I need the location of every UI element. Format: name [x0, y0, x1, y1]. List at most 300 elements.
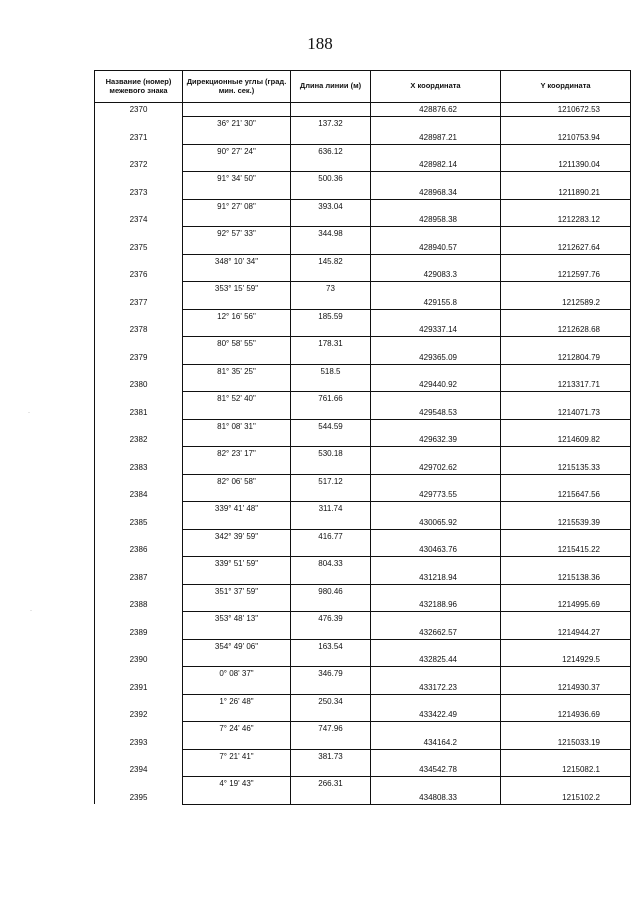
empty-cell — [501, 639, 631, 653]
empty-cell — [371, 612, 501, 626]
empty-cell — [183, 241, 291, 255]
y-coordinate: 1212597.76 — [501, 268, 631, 282]
empty-cell — [95, 749, 183, 763]
point-name: 2390 — [95, 653, 183, 667]
empty-cell — [371, 117, 501, 131]
point-name: 2373 — [95, 186, 183, 200]
header-y: Y координата — [501, 71, 631, 103]
empty-cell — [183, 626, 291, 640]
empty-cell — [371, 447, 501, 461]
empty-cell — [291, 268, 371, 282]
point-name: 2388 — [95, 598, 183, 612]
table-header-row — [95, 71, 631, 103]
table-row — [95, 639, 631, 653]
table-row — [95, 254, 631, 268]
table-row — [95, 543, 631, 557]
line-length: 500.36 — [291, 172, 371, 186]
empty-cell — [291, 488, 371, 502]
table-row — [95, 186, 631, 200]
x-coordinate: 434164.2 — [371, 736, 501, 750]
empty-cell — [501, 474, 631, 488]
table-row — [95, 378, 631, 392]
empty-cell — [291, 736, 371, 750]
table-row — [95, 131, 631, 145]
empty-cell — [501, 117, 631, 131]
direction-angle: 82° 23' 17" — [183, 447, 291, 461]
empty-cell — [183, 103, 291, 117]
empty-cell — [183, 488, 291, 502]
table-row — [95, 241, 631, 255]
empty-cell — [371, 337, 501, 351]
line-length: 636.12 — [291, 144, 371, 158]
direction-angle: 91° 34' 50" — [183, 172, 291, 186]
empty-cell — [291, 296, 371, 310]
direction-angle: 7° 21' 41" — [183, 749, 291, 763]
empty-cell — [291, 461, 371, 475]
empty-cell — [291, 323, 371, 337]
empty-cell — [95, 392, 183, 406]
table-body — [95, 103, 631, 805]
x-coordinate: 432825.44 — [371, 653, 501, 667]
y-coordinate: 1215082.1 — [501, 763, 631, 777]
table-row — [95, 406, 631, 420]
empty-cell — [291, 378, 371, 392]
point-name: 2384 — [95, 488, 183, 502]
empty-cell — [95, 419, 183, 433]
empty-cell — [183, 323, 291, 337]
empty-cell — [291, 681, 371, 695]
point-name: 2375 — [95, 241, 183, 255]
empty-cell — [501, 557, 631, 571]
y-coordinate: 1212628.68 — [501, 323, 631, 337]
line-length: 250.34 — [291, 694, 371, 708]
empty-cell — [183, 131, 291, 145]
empty-cell — [95, 117, 183, 131]
y-coordinate: 1215647.56 — [501, 488, 631, 502]
empty-cell — [291, 213, 371, 227]
line-length: 381.73 — [291, 749, 371, 763]
table-row — [95, 681, 631, 695]
point-name: 2374 — [95, 213, 183, 227]
empty-cell — [371, 309, 501, 323]
empty-cell — [95, 172, 183, 186]
empty-cell — [371, 639, 501, 653]
table-row — [95, 199, 631, 213]
point-name: 2387 — [95, 571, 183, 585]
empty-cell — [501, 667, 631, 681]
empty-cell — [501, 172, 631, 186]
x-coordinate: 429632.39 — [371, 433, 501, 447]
empty-cell — [183, 708, 291, 722]
empty-cell — [371, 557, 501, 571]
direction-angle: 12° 16' 56" — [183, 309, 291, 323]
margin-mark: · — [30, 608, 32, 614]
y-coordinate: 1212804.79 — [501, 351, 631, 365]
table-row — [95, 777, 631, 791]
direction-angle: 353° 48' 13" — [183, 612, 291, 626]
x-coordinate: 431218.94 — [371, 571, 501, 585]
line-length: 517.12 — [291, 474, 371, 488]
table-row — [95, 626, 631, 640]
x-coordinate: 429702.62 — [371, 461, 501, 475]
point-name: 2380 — [95, 378, 183, 392]
empty-cell — [95, 144, 183, 158]
empty-cell — [501, 364, 631, 378]
line-length: 311.74 — [291, 502, 371, 516]
table-row — [95, 144, 631, 158]
x-coordinate: 429155.8 — [371, 296, 501, 310]
y-coordinate: 1215138.36 — [501, 571, 631, 585]
empty-cell — [501, 584, 631, 598]
x-coordinate: 433422.49 — [371, 708, 501, 722]
table-row — [95, 571, 631, 585]
x-coordinate: 432188.96 — [371, 598, 501, 612]
table-row — [95, 268, 631, 282]
point-name: 2382 — [95, 433, 183, 447]
direction-angle: 81° 52' 40" — [183, 392, 291, 406]
empty-cell — [291, 791, 371, 805]
x-coordinate: 428987.21 — [371, 131, 501, 145]
point-name: 2385 — [95, 516, 183, 530]
direction-angle: 339° 51' 59" — [183, 557, 291, 571]
x-coordinate: 432662.57 — [371, 626, 501, 640]
table-row — [95, 708, 631, 722]
empty-cell — [95, 557, 183, 571]
point-name: 2389 — [95, 626, 183, 640]
empty-cell — [95, 667, 183, 681]
empty-cell — [183, 791, 291, 805]
table-row — [95, 461, 631, 475]
y-coordinate: 1212589.2 — [501, 296, 631, 310]
table-row — [95, 433, 631, 447]
empty-cell — [501, 612, 631, 626]
empty-cell — [371, 282, 501, 296]
empty-cell — [183, 406, 291, 420]
table-row — [95, 419, 631, 433]
line-length: 761.66 — [291, 392, 371, 406]
empty-cell — [183, 296, 291, 310]
empty-cell — [183, 543, 291, 557]
table-row — [95, 612, 631, 626]
direction-angle: 81° 35' 25" — [183, 364, 291, 378]
table-row — [95, 763, 631, 777]
empty-cell — [183, 268, 291, 282]
empty-cell — [501, 254, 631, 268]
empty-cell — [371, 199, 501, 213]
y-coordinate: 1215033.19 — [501, 736, 631, 750]
empty-cell — [371, 364, 501, 378]
x-coordinate: 429083.3 — [371, 268, 501, 282]
empty-cell — [291, 571, 371, 585]
empty-cell — [501, 337, 631, 351]
line-length: 530.18 — [291, 447, 371, 461]
line-length: 544.59 — [291, 419, 371, 433]
empty-cell — [501, 282, 631, 296]
empty-cell — [95, 337, 183, 351]
empty-cell — [371, 722, 501, 736]
point-name: 2379 — [95, 351, 183, 365]
empty-cell — [95, 447, 183, 461]
empty-cell — [371, 584, 501, 598]
empty-cell — [501, 529, 631, 543]
point-name: 2393 — [95, 736, 183, 750]
y-coordinate: 1213317.71 — [501, 378, 631, 392]
line-length: 980.46 — [291, 584, 371, 598]
table-row — [95, 474, 631, 488]
x-coordinate: 430065.92 — [371, 516, 501, 530]
line-length: 804.33 — [291, 557, 371, 571]
empty-cell — [183, 763, 291, 777]
empty-cell — [95, 474, 183, 488]
empty-cell — [501, 502, 631, 516]
empty-cell — [95, 254, 183, 268]
y-coordinate: 1214929.5 — [501, 653, 631, 667]
point-name: 2372 — [95, 158, 183, 172]
empty-cell — [183, 598, 291, 612]
table-row — [95, 736, 631, 750]
empty-cell — [291, 158, 371, 172]
point-name: 2383 — [95, 461, 183, 475]
y-coordinate: 1214995.69 — [501, 598, 631, 612]
table-row — [95, 364, 631, 378]
empty-cell — [291, 241, 371, 255]
line-length: 346.79 — [291, 667, 371, 681]
empty-cell — [371, 227, 501, 241]
direction-angle: 4° 19' 43" — [183, 777, 291, 791]
empty-cell — [501, 199, 631, 213]
empty-cell — [291, 653, 371, 667]
line-length: 518.5 — [291, 364, 371, 378]
coordinates-table — [94, 70, 631, 805]
y-coordinate: 1214930.37 — [501, 681, 631, 695]
empty-cell — [95, 694, 183, 708]
table-row — [95, 172, 631, 186]
empty-cell — [371, 254, 501, 268]
direction-angle: 90° 27' 24" — [183, 144, 291, 158]
point-name: 2381 — [95, 406, 183, 420]
empty-cell — [183, 158, 291, 172]
table-row — [95, 282, 631, 296]
table-row — [95, 309, 631, 323]
y-coordinate: 1210753.94 — [501, 131, 631, 145]
table-row — [95, 488, 631, 502]
table-row — [95, 323, 631, 337]
empty-cell — [291, 103, 371, 117]
y-coordinate: 1215539.39 — [501, 516, 631, 530]
y-coordinate: 1214936.69 — [501, 708, 631, 722]
y-coordinate: 1212627.64 — [501, 241, 631, 255]
empty-cell — [183, 378, 291, 392]
empty-cell — [501, 447, 631, 461]
empty-cell — [291, 626, 371, 640]
direction-angle: 353° 15' 59" — [183, 282, 291, 296]
table-row — [95, 598, 631, 612]
empty-cell — [371, 419, 501, 433]
table-row — [95, 213, 631, 227]
point-name: 2395 — [95, 791, 183, 805]
empty-cell — [371, 502, 501, 516]
table-row — [95, 351, 631, 365]
empty-cell — [291, 763, 371, 777]
point-name: 2370 — [95, 103, 183, 117]
y-coordinate: 1210672.53 — [501, 103, 631, 117]
direction-angle: 348° 10' 34" — [183, 254, 291, 268]
empty-cell — [291, 598, 371, 612]
empty-cell — [95, 364, 183, 378]
empty-cell — [371, 144, 501, 158]
empty-cell — [501, 144, 631, 158]
direction-angle: 354° 49' 06" — [183, 639, 291, 653]
x-coordinate: 429337.14 — [371, 323, 501, 337]
empty-cell — [291, 543, 371, 557]
table-row — [95, 694, 631, 708]
empty-cell — [501, 309, 631, 323]
empty-cell — [183, 433, 291, 447]
empty-cell — [183, 186, 291, 200]
empty-cell — [95, 584, 183, 598]
direction-angle: 351° 37' 59" — [183, 584, 291, 598]
point-name: 2394 — [95, 763, 183, 777]
empty-cell — [291, 351, 371, 365]
header-length: Длина линии (м) — [291, 71, 371, 103]
x-coordinate: 428876.62 — [371, 103, 501, 117]
x-coordinate: 429548.53 — [371, 406, 501, 420]
line-length: 266.31 — [291, 777, 371, 791]
point-name: 2391 — [95, 681, 183, 695]
direction-angle: 7° 24' 46" — [183, 722, 291, 736]
page-number: 188 — [307, 34, 333, 53]
x-coordinate: 428940.57 — [371, 241, 501, 255]
x-coordinate: 434542.78 — [371, 763, 501, 777]
direction-angle: 342° 39' 59" — [183, 529, 291, 543]
table-row — [95, 117, 631, 131]
empty-cell — [291, 433, 371, 447]
y-coordinate: 1215102.2 — [501, 791, 631, 805]
empty-cell — [95, 722, 183, 736]
table-row — [95, 296, 631, 310]
direction-angle: 1° 26' 48" — [183, 694, 291, 708]
y-coordinate: 1215415.22 — [501, 543, 631, 557]
table-row — [95, 502, 631, 516]
empty-cell — [371, 694, 501, 708]
x-coordinate: 434808.33 — [371, 791, 501, 805]
empty-cell — [95, 227, 183, 241]
direction-angle: 82° 06' 58" — [183, 474, 291, 488]
x-coordinate: 429773.55 — [371, 488, 501, 502]
line-length: 137.32 — [291, 117, 371, 131]
margin-mark: · — [28, 410, 30, 416]
y-coordinate: 1211890.21 — [501, 186, 631, 200]
empty-cell — [95, 199, 183, 213]
y-coordinate: 1211390.04 — [501, 158, 631, 172]
x-coordinate: 433172.23 — [371, 681, 501, 695]
empty-cell — [501, 722, 631, 736]
line-length: 344.98 — [291, 227, 371, 241]
empty-cell — [501, 777, 631, 791]
table-row — [95, 529, 631, 543]
empty-cell — [291, 708, 371, 722]
empty-cell — [95, 639, 183, 653]
empty-cell — [501, 392, 631, 406]
direction-angle: 80° 58' 55" — [183, 337, 291, 351]
empty-cell — [183, 681, 291, 695]
empty-cell — [183, 461, 291, 475]
table-row — [95, 653, 631, 667]
empty-cell — [183, 653, 291, 667]
empty-cell — [95, 282, 183, 296]
header-angles: Дирекционные углы (град. мин. сек.) — [183, 71, 291, 103]
empty-cell — [371, 392, 501, 406]
empty-cell — [291, 186, 371, 200]
y-coordinate: 1214944.27 — [501, 626, 631, 640]
empty-cell — [95, 502, 183, 516]
table-row — [95, 791, 631, 805]
direction-angle: 36° 21' 30" — [183, 117, 291, 131]
point-name: 2377 — [95, 296, 183, 310]
table-row — [95, 447, 631, 461]
empty-cell — [183, 571, 291, 585]
x-coordinate: 428968.34 — [371, 186, 501, 200]
point-name: 2371 — [95, 131, 183, 145]
empty-cell — [95, 777, 183, 791]
direction-angle: 339° 41' 48" — [183, 502, 291, 516]
table-row — [95, 392, 631, 406]
line-length: 393.04 — [291, 199, 371, 213]
y-coordinate: 1215135.33 — [501, 461, 631, 475]
line-length: 73 — [291, 282, 371, 296]
empty-cell — [371, 749, 501, 763]
header-x: X координата — [371, 71, 501, 103]
table-row — [95, 158, 631, 172]
empty-cell — [291, 516, 371, 530]
empty-cell — [183, 736, 291, 750]
empty-cell — [183, 213, 291, 227]
empty-cell — [95, 529, 183, 543]
empty-cell — [501, 694, 631, 708]
x-coordinate: 429365.09 — [371, 351, 501, 365]
line-length: 145.82 — [291, 254, 371, 268]
y-coordinate: 1214071.73 — [501, 406, 631, 420]
empty-cell — [371, 529, 501, 543]
table-row — [95, 103, 631, 117]
line-length: 747.96 — [291, 722, 371, 736]
x-coordinate: 428958.38 — [371, 213, 501, 227]
empty-cell — [95, 612, 183, 626]
direction-angle: 91° 27' 08" — [183, 199, 291, 213]
x-coordinate: 428982.14 — [371, 158, 501, 172]
table-row — [95, 722, 631, 736]
empty-cell — [371, 172, 501, 186]
direction-angle: 81° 08' 31" — [183, 419, 291, 433]
line-length: 416.77 — [291, 529, 371, 543]
point-name: 2386 — [95, 543, 183, 557]
point-name: 2378 — [95, 323, 183, 337]
x-coordinate: 430463.76 — [371, 543, 501, 557]
empty-cell — [183, 351, 291, 365]
empty-cell — [291, 406, 371, 420]
x-coordinate: 429440.92 — [371, 378, 501, 392]
y-coordinate: 1212283.12 — [501, 213, 631, 227]
direction-angle: 92° 57' 33" — [183, 227, 291, 241]
empty-cell — [95, 309, 183, 323]
header-name: Название (номер) межевого знака — [95, 71, 183, 103]
line-length: 178.31 — [291, 337, 371, 351]
table-row — [95, 557, 631, 571]
empty-cell — [371, 667, 501, 681]
y-coordinate: 1214609.82 — [501, 433, 631, 447]
point-name: 2376 — [95, 268, 183, 282]
empty-cell — [371, 777, 501, 791]
